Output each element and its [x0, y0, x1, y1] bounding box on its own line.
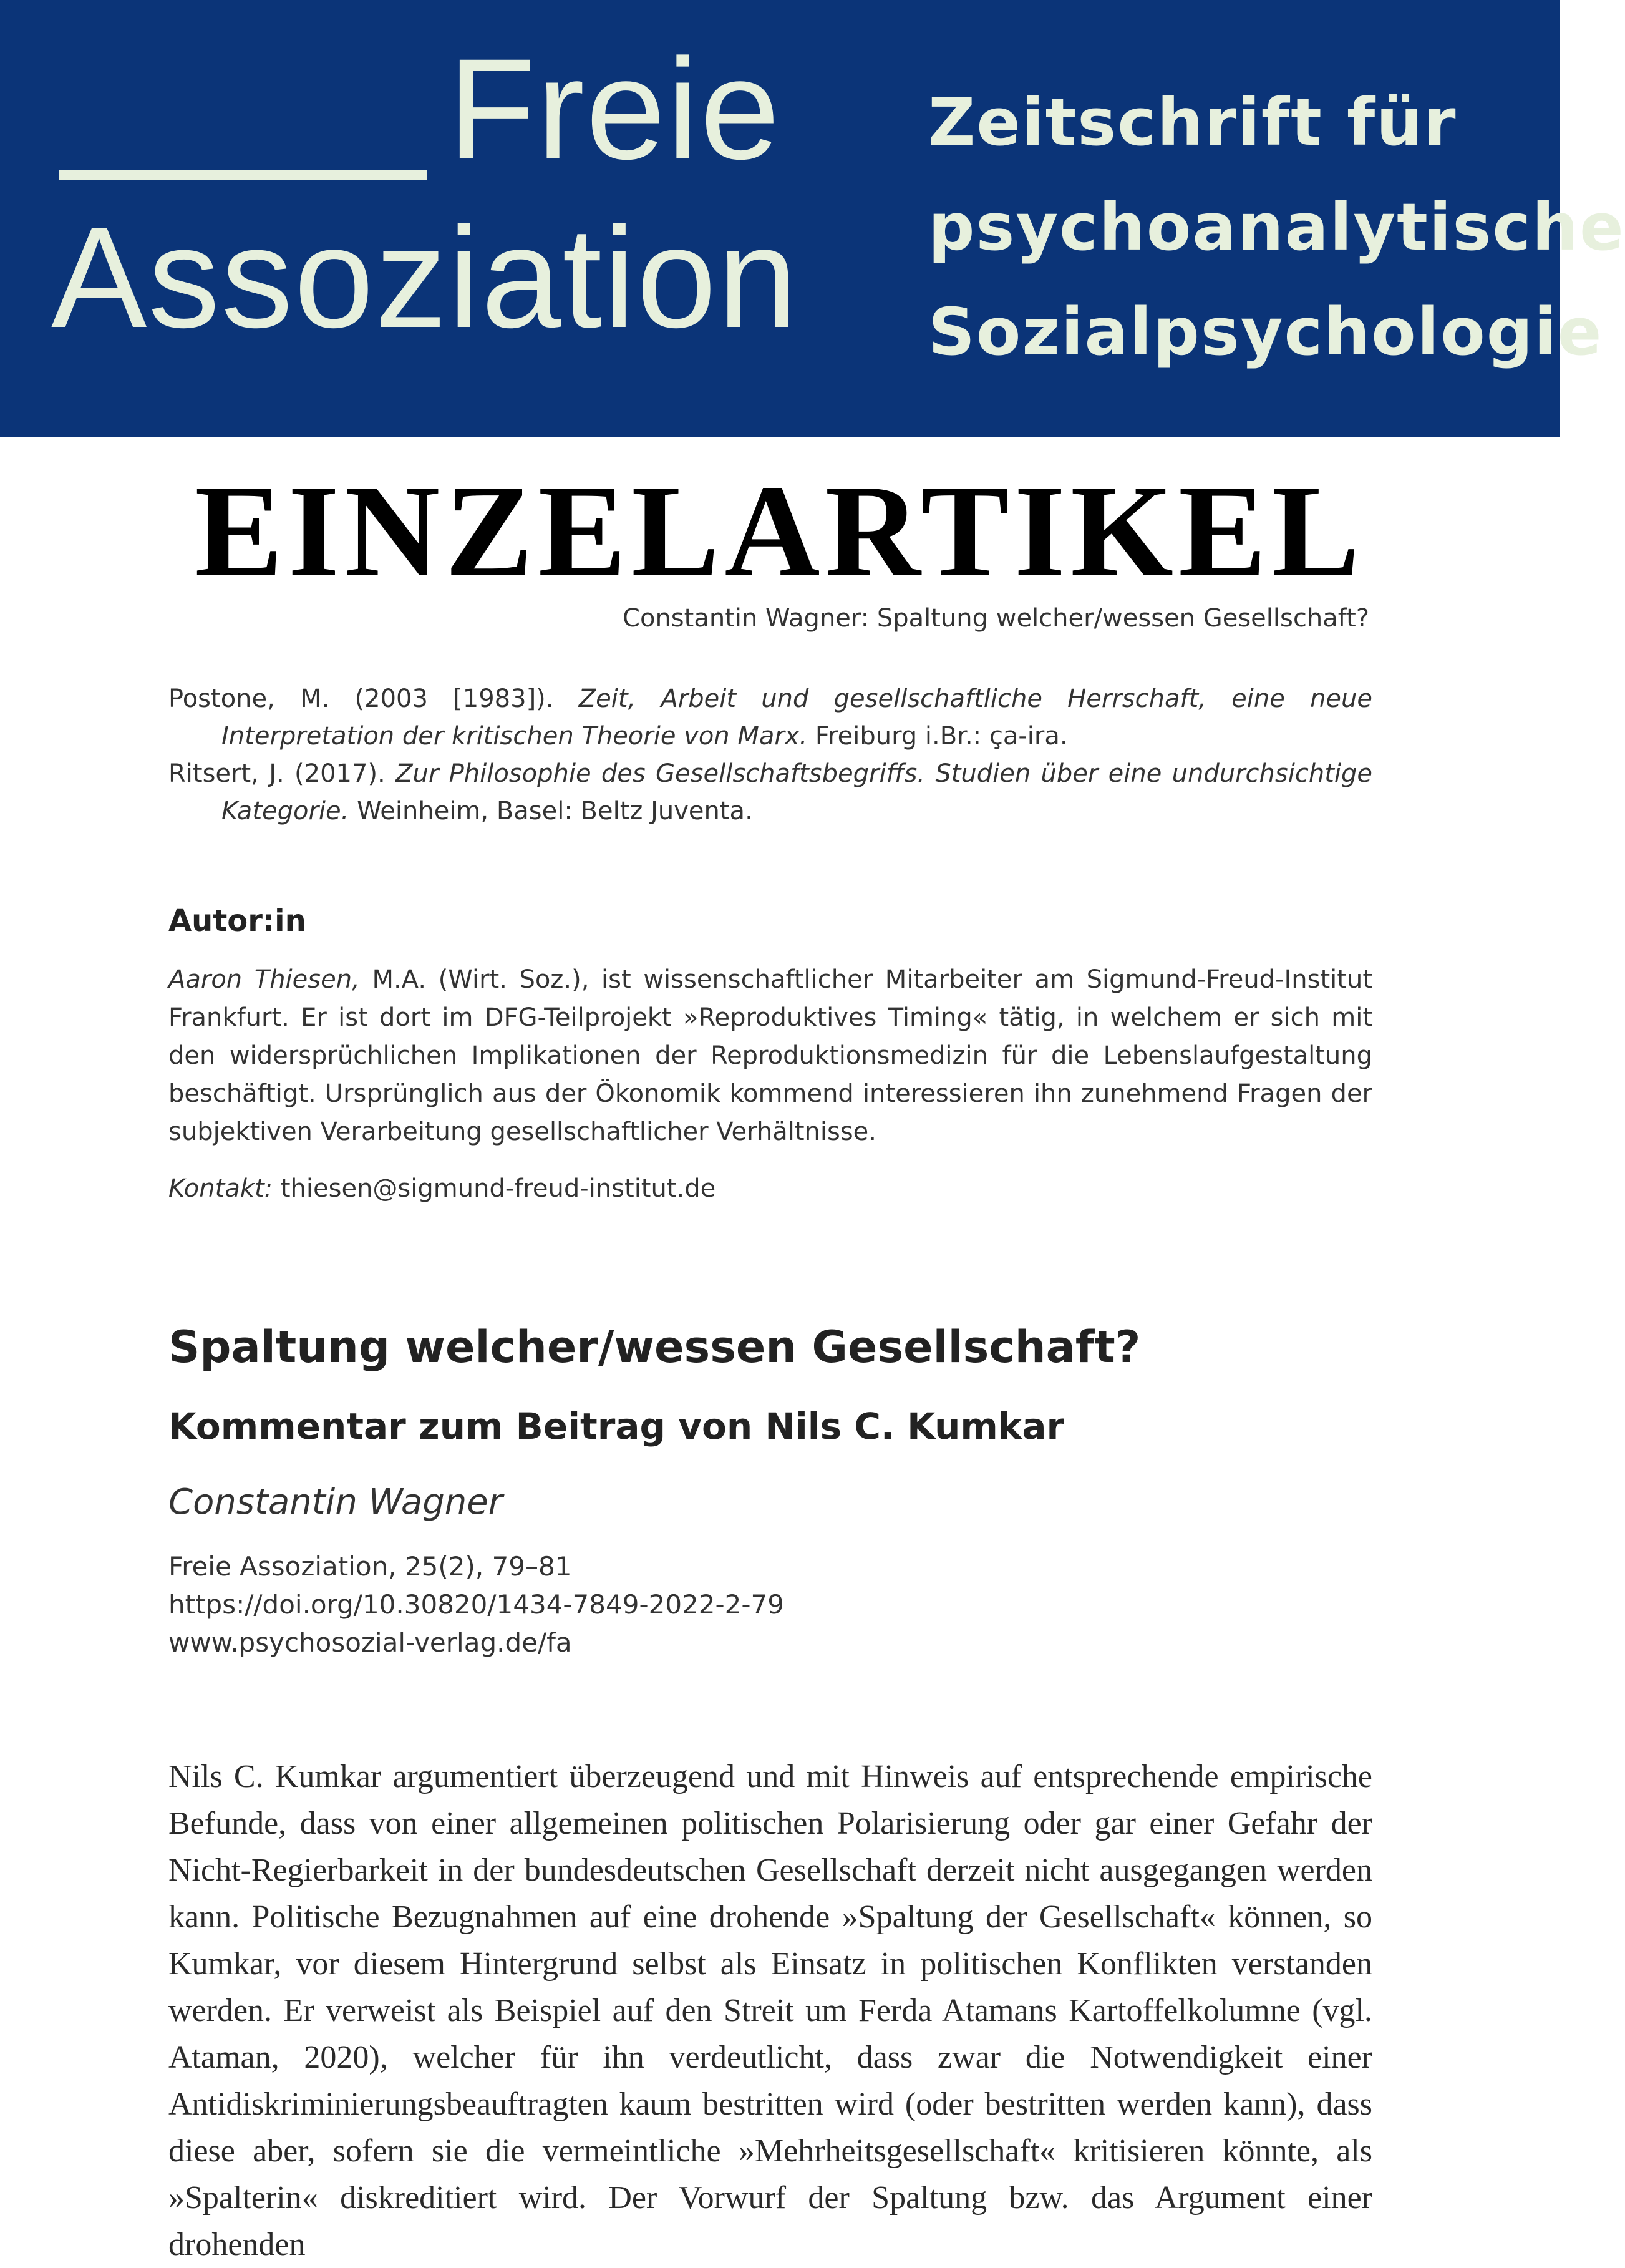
journal-title-line1: Freie: [448, 29, 782, 189]
article-meta: [168, 1547, 784, 1662]
journal-subtitle-line: Zeitschrift für: [928, 84, 1457, 160]
reference-entry: Ritsert, J. (2017). Zur Philosophie des Gesellschaftsbegriffs. Studien über eine undurchsichtige Kategorie. Weinheim, Basel: Beltz Juventa.: [168, 759, 1372, 825]
author-bio: Aaron Thiesen, M.A. (Wirt. Soz.), ist wissenschaftlicher Mitarbeiter am Sigmund-Freud-Institut Frankfurt. Er ist dort im DFG-Teilprojekt »Reproduktives Timing« tätig, in welchem er sich mit den widersprüchlichen Implikationen der Reproduktionsmedizin für die Lebenslaufgestaltung beschäftigt. Ursprünglich aus der Ökonomik kommend interessieren ihn zunehmend Fragen der subjektiven Verarbeitung gesellschaftlicher Verhältnisse.: [168, 965, 1373, 1146]
journal-subtitle-line: Sozialpsychologie: [928, 294, 1603, 370]
website-link[interactable]: www.psychosozial-verlag.de/fa: [168, 1627, 572, 1658]
article-author: Constantin Wagner: [168, 1482, 503, 1522]
journal-banner: [0, 0, 1625, 437]
author-name: Aaron Thiesen,: [168, 965, 360, 994]
journal-subtitle-line: psychoanalytische: [928, 189, 1625, 265]
reference-list: [168, 680, 1372, 830]
document-label: EINZELARTIKEL: [195, 457, 1365, 604]
contact-email[interactable]: thiesen@sigmund-freud-institut.de: [280, 1174, 716, 1203]
article-subtitle: Kommentar zum Beitrag von Nils C. Kumkar: [168, 1405, 1065, 1448]
reference-entry: Postone, M. (2003 [1983]). Zeit, Arbeit und gesellschaftliche Herrschaft, eine neue Interpretation der kritischen Theorie von Marx. Freiburg i.Br.: ça-ira.: [168, 684, 1372, 751]
citation: Freie Assoziation, 25(2), 79–81: [168, 1551, 572, 1582]
title-rule: [59, 170, 427, 180]
author-heading: Autor:in: [168, 903, 306, 938]
article-title: Spaltung welcher/wessen Gesellschaft?: [168, 1321, 1141, 1373]
journal-title-line2: Assoziation: [51, 197, 799, 358]
article-body: Nils C. Kumkar argumentiert überzeugend und mit Hinweis auf entsprechende empirische Befunde, dass von einer allgemeinen politischen Polarisierung oder gar einer Gefahr der Nicht-Regierbarkeit in der bundesdeutschen Gesellschaft derzeit nicht ausgegangen werden kann. Politische Bezugnahmen auf eine drohende »Spaltung der Gesellschaft« können, so Kumkar, vor diesem Hintergrund selbst als Einsatz in politischen Konflikten verstanden werden. Er verweist als Beispiel auf den Streit um Ferda Atamans Kartoffelkolumne (vgl. Ataman, 2020), welcher für ihn verdeutlicht, dass zwar die Notwendigkeit einer Antidiskriminierungsbeauftragten kaum bestritten wird (oder bestritten werden kann), dass diese aber, sofern sie die vermeintliche »Mehrheitsgesellschaft« kritisieren könnte, als »Spalterin« diskreditiert wird. Der Vorwurf der Spaltung bzw. das Argument einer drohenden: [168, 1759, 1372, 2262]
doi-link[interactable]: https://doi.org/10.30820/1434-7849-2022-2-79: [168, 1589, 784, 1620]
running-head: Constantin Wagner: Spaltung welcher/wessen Gesellschaft?: [623, 604, 1369, 633]
author-contact: Kontakt: thiesen@sigmund-freud-institut.de: [168, 1174, 716, 1203]
journal-subtitle: [928, 70, 1625, 384]
